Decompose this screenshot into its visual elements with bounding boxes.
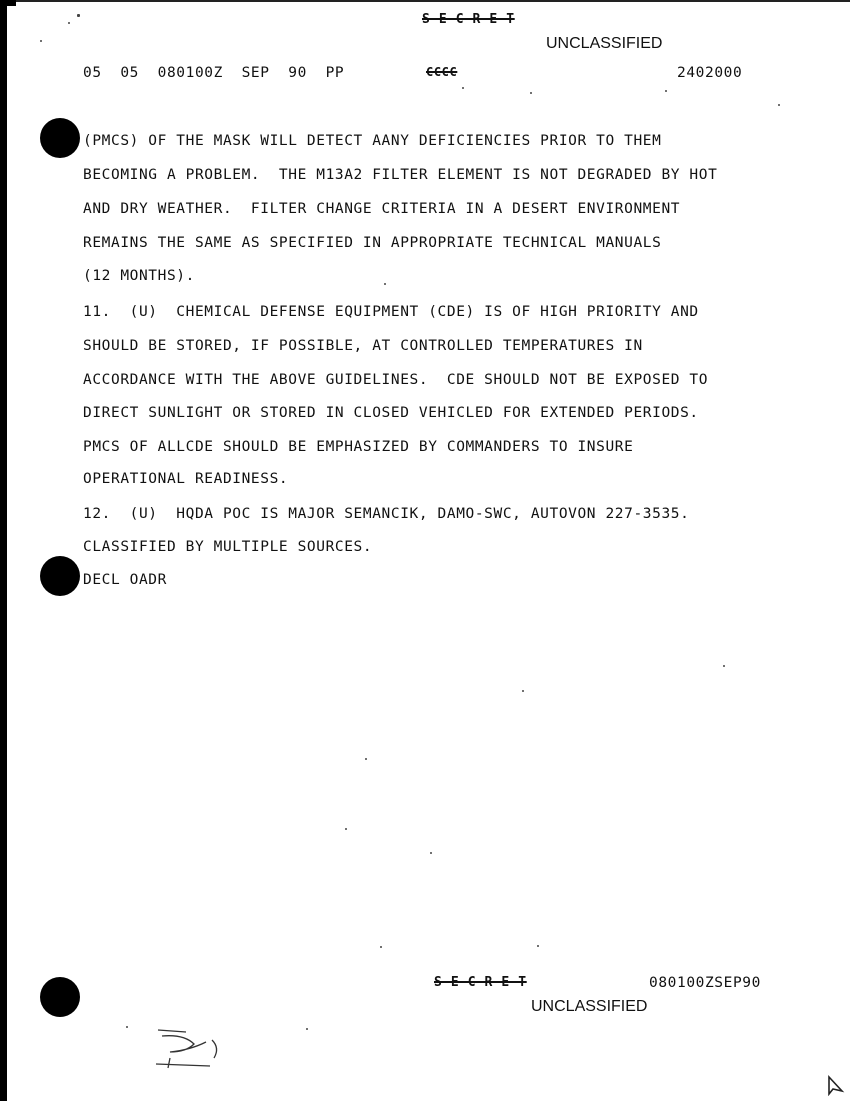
top-rule [16, 0, 850, 2]
body-line: (12 MONTHS). [83, 268, 195, 284]
body-line: (PMCS) OF THE MASK WILL DETECT AANY DEFICIENCIES PRIOR TO THEM [83, 133, 662, 149]
scan-speck [365, 758, 367, 760]
footer-dtg: 080100ZSEP90 [649, 975, 761, 991]
punch-hole-top [40, 118, 80, 158]
scan-speck [530, 92, 532, 94]
left-edge-bar [0, 0, 7, 1101]
body-line: ACCORDANCE WITH THE ABOVE GUIDELINES. CDE SHOULD NOT BE EXPOSED TO [83, 372, 709, 388]
scan-speck [665, 90, 667, 92]
scan-speck [537, 945, 539, 947]
punch-hole-middle [40, 556, 80, 596]
body-line: 12. (U) HQDA POC IS MAJOR SEMANCIK, DAMO-SWC, AUTOVON 227-3535. [83, 506, 690, 522]
scan-speck [384, 283, 386, 285]
scan-speck [306, 1028, 308, 1030]
scan-speck [77, 14, 80, 17]
scan-speck [462, 87, 464, 89]
classification-bottom: S E C R E T [434, 975, 527, 990]
body-line: PMCS OF ALLCDE SHOULD BE EMPHASIZED BY COMMANDERS TO INSURE [83, 439, 634, 455]
scan-speck [522, 690, 524, 692]
scan-speck [40, 40, 42, 42]
punch-hole-bottom [40, 977, 80, 1017]
left-edge-tab [0, 0, 16, 6]
page-corner-mark-icon [826, 1074, 846, 1096]
scan-speck [778, 104, 780, 106]
body-line: REMAINS THE SAME AS SPECIFIED IN APPROPRIATE TECHNICAL MANUALS [83, 235, 662, 251]
routing-code: CCCC [426, 65, 458, 79]
scan-speck [126, 1026, 128, 1028]
body-line: CLASSIFIED BY MULTIPLE SOURCES. [83, 539, 373, 555]
handwritten-initials-scribble [150, 1022, 230, 1072]
unclassified-bottom: UNCLASSIFIED [531, 998, 648, 1015]
classification-top: S E C R E T [422, 12, 515, 27]
body-line: DIRECT SUNLIGHT OR STORED IN CLOSED VEHICLED FOR EXTENDED PERIODS. [83, 405, 699, 421]
routing-line: 05 05 080100Z SEP 90 PP [83, 65, 345, 81]
body-line: SHOULD BE STORED, IF POSSIBLE, AT CONTROLLED TEMPERATURES IN [83, 338, 643, 354]
scan-speck [723, 665, 725, 667]
scan-speck [345, 828, 347, 830]
message-number: 2402000 [677, 65, 743, 81]
scan-speck [380, 946, 382, 948]
body-line: 11. (U) CHEMICAL DEFENSE EQUIPMENT (CDE) IS OF HIGH PRIORITY AND [83, 304, 699, 320]
body-line: AND DRY WEATHER. FILTER CHANGE CRITERIA IN A DESERT ENVIRONMENT [83, 201, 681, 217]
body-line: OPERATIONAL READINESS. [83, 471, 289, 487]
scan-speck [68, 22, 70, 24]
unclassified-top: UNCLASSIFIED [546, 35, 663, 52]
body-line: DECL OADR [83, 572, 167, 588]
body-line: BECOMING A PROBLEM. THE M13A2 FILTER ELEMENT IS NOT DEGRADED BY HOT [83, 167, 718, 183]
scan-speck [430, 852, 432, 854]
